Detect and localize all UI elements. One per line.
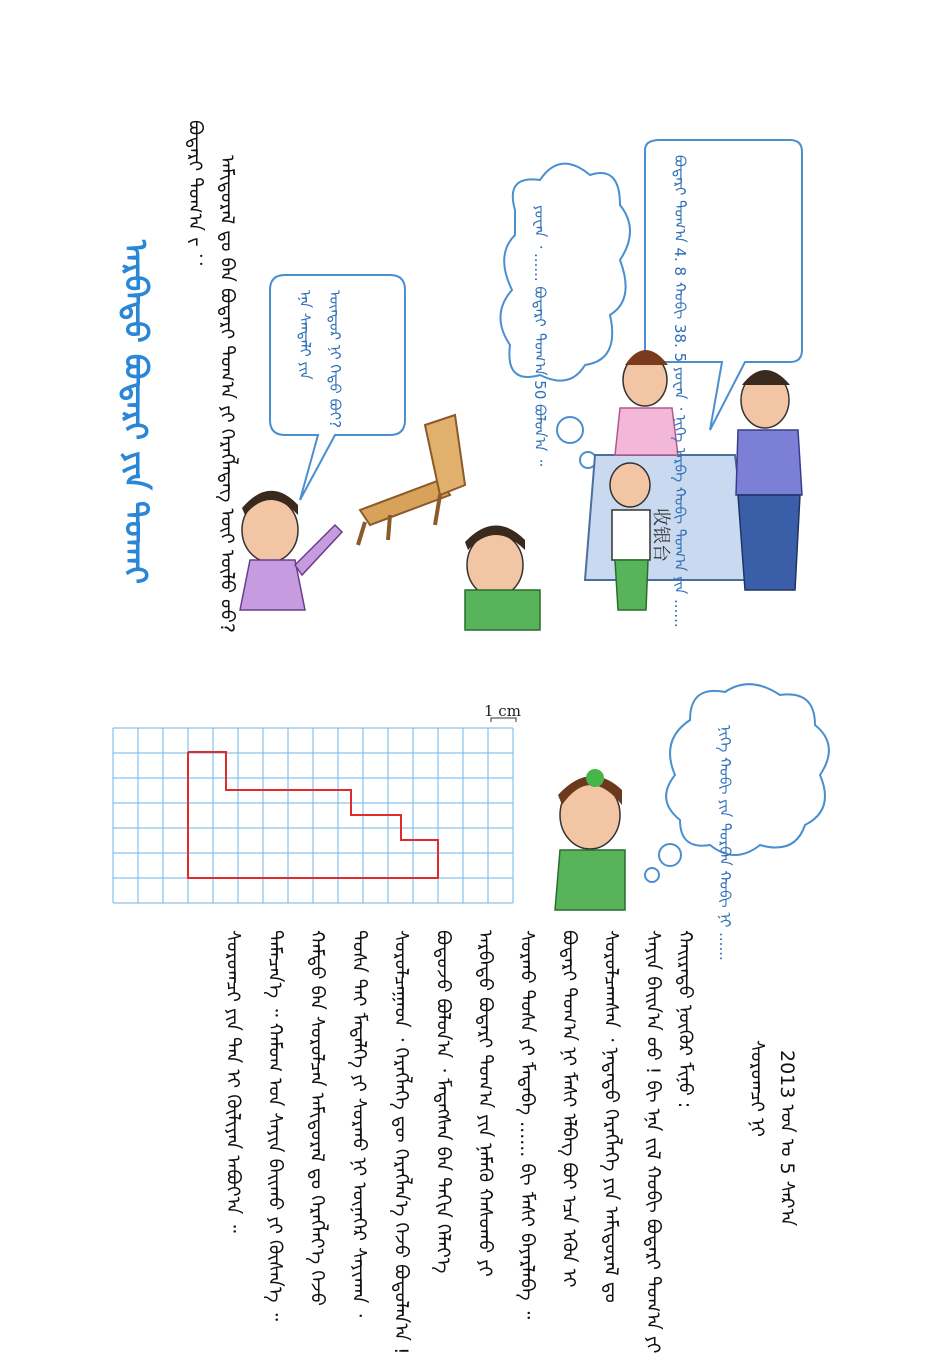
- letter-line: ᠪᠤᠳᠤᠵᠤ ᠪᠤᠯᠤᠨ᠎ᠠ ᠂ ᠮᠡᠳᠡᠭᠰᠡᠨ ᠪᠠᠨ ᠳᠠᠬᠢᠨ ᠬᠡᠯᠡᠶ᠎ᠡ: [432, 930, 454, 1274]
- cashier-bubble-line-2: ᠬᠤᠪᠢ 38. 5 ᠶᠤᠸᠠᠨ ᠂ ᠨᠢᠭᠡ: [671, 282, 689, 443]
- thought-bottom-text: [710, 725, 790, 962]
- girl-bubble-text: [290, 290, 410, 430]
- intro-line-1: ᠠᠮᠢᠳᠤᠷᠠᠯ ᠳᠤ ᠪᠠᠨ ᠪᠤᠳᠠᠷᠢ ᠲᠤᠭ᠎ᠠ ᠶᠢ ᠬᠡᠷᠡᠭᠯᠡᠳᠡᠭ ᠦᠢ ᠦᠯᠦ ᠦᠦ?: [216, 155, 238, 633]
- thought-top-text: [525, 205, 595, 466]
- cashier-bubble-line-1: ᠪᠤᠳᠠᠷᠢ ᠲᠤᠭ᠎ᠠ 4. 8: [671, 155, 689, 277]
- grid-figure: [113, 700, 533, 905]
- child-customer: [610, 463, 650, 610]
- letter-line: ᠰᠤᠷᠬᠤ ᠲᠤᠰᠠ ᠶᠢ ᠮᠡᠳᠡᠪᠡ ...... ᠪᠢ ᠮᠠᠰᠢ ᠪᠠᠶᠠᠷᠯᠠᠪᠠ ᠃: [516, 930, 538, 1320]
- cashier-bubble-text: [665, 155, 785, 629]
- letter-line: ᠬᠠᠮᠲᠤ ᠪᠡᠨ ᠰᠤᠷᠤᠯᠴᠠᠨ ᠠᠮᠢᠳᠤᠷᠠᠯ ᠳᠤ ᠬᠡᠷᠡᠭᠯᠡᠶ᠎ᠡ ᠭᠡᠵᠦ: [306, 930, 328, 1306]
- letter-body: [150, 930, 670, 1355]
- grid-lines: [113, 728, 513, 903]
- letter-signature: ᠰᠤᠷᠤᠭᠴᠢ ᠨᠢ: [746, 1040, 768, 1137]
- letter-salutation: ᠬᠠᠢᠷᠠᠲᠤ ᠨᠥᠬᠦᠷ ᠮᠢᠨᠤ :: [674, 930, 696, 1109]
- svg-text:收银台: 收银台: [650, 508, 671, 562]
- thought-top-line-2: ᠲᠤᠭ᠎ᠠ 50 ᠪᠤᠯᠤᠨ᠎ᠠ ᠃: [531, 332, 549, 466]
- thinking-girl: [555, 769, 625, 910]
- letter-line: ᠰᠤᠷᠤᠭᠴᠢ ᠶᠢᠨ ᠲᠠᠨ ᠢ ᠬᠦᠯᠢᠶᠡᠨ ᠠᠪᠤᠶ᠎ᠠ ᠃: [222, 930, 244, 1233]
- thought-top-line-1: ᠶᠤᠸᠠᠨ ᠂ ...... ᠪᠤᠳᠠᠷᠢ: [531, 205, 549, 327]
- unit-label: 1 cm: [484, 702, 521, 720]
- thought-bottom-line-2: ᠳᠤᠷᠪᠡᠨ ᠬᠤᠪᠢ ᠨᠢ ......: [716, 823, 734, 962]
- letter-date: 2013 ᠣᠨ ᠤ 5 ᠰᠠᠷ᠎ᠠ: [776, 1050, 798, 1227]
- letter-columns: [150, 930, 670, 1355]
- letter-line: ᠰᠤᠷᠤᠯᠴᠠᠭᠰᠠᠨ ᠂ ᠨᠠᠳᠠᠳᠤ ᠬᠡᠷᠡᠭᠯᠡᠭᠡ ᠶᠢᠨ ᠠᠮᠢᠳᠤᠷᠠᠯ ᠳᠤ: [600, 930, 622, 1303]
- letter-line: ᠲᠤᠰᠠ ᠲᠠᠢ ᠮᠡᠳᠡᠯᠭᠡ ᠶᠢ ᠰᠤᠷᠬᠤ ᠨᠢ ᠦᠨᠡᠬᠡᠷ ᠰᠠᠶᠢᠬᠠᠨ ᠂: [348, 930, 370, 1318]
- illustration-thinking-girl: [540, 680, 840, 920]
- letter-line: ᠠᠷᠪᠠᠲᠤ ᠪᠤᠳᠠᠷᠢ ᠲᠤᠭ᠎ᠠ ᠶᠢᠨ ᠨᠡᠮᠡᠬᠦ ᠬᠠᠰᠤᠬᠤ ᠶᠢ: [474, 930, 496, 1277]
- intro-line-2: ᠪᠤᠳᠠᠷᠢ ᠲᠤᠭ᠎ᠠ ᠵ ：: [184, 120, 206, 272]
- thought-bottom-line-1: ᠨᠢᠭᠡ ᠬᠤᠪᠢ ᠶᠢᠨ: [716, 725, 734, 818]
- girl-pointing: [240, 491, 342, 610]
- letter-line: ᠪᠤᠳᠠᠷᠢ ᠲᠤᠭ᠎ᠠ ᠨᠢ ᠮᠠᠰᠢ ᠡᠯᠪᠡᠭ ᠪᠤᠢ ᠡᠴᠡ ᠡᠭᠦᠨ ᠢ: [558, 930, 580, 1288]
- page-title: ᠠᠷᠪᠠᠲᠤ ᠪᠤᠳᠠᠷᠢ ᠶᠢᠨ ᠲᠤᠬᠠᠢ: [117, 240, 155, 585]
- letter-line: ᠰᠤᠷᠤᠯᠴᠠᠭᠠᠳ ᠂ ᠬᠡᠷᠡᠭᠯᠡᠭᠡ ᠳᠦ ᠬᠡᠷᠡᠭᠯᠡᠨ᠎ᠡ ᠭᠡᠵᠦ ᠪᠤᠳᠤᠯᠠᠨ᠎ᠠ !: [390, 930, 412, 1355]
- girl-bubble-line-1: ᠡᠨᠡ ᠰᠠᠨᠳᠠᠯᠢ ᠶᠢᠨ: [296, 290, 314, 380]
- girl-bubble-line-2: ᠦᠨᠳᠦᠷ ᠨᠢ ᠬᠡᠳᠦ ᠪᠤᠢ?: [326, 290, 344, 429]
- letter-line: ᠰᠠᠶᠢᠨ ᠪᠠᠢᠨ᠎ᠠ ᠤᠤ ! ᠪᠢ ᠡᠨᠡ ᠵᠢᠯ ᠬᠤᠪᠢ ᠪᠤᠳᠠᠷᠢ ᠲᠤᠭ᠎ᠠ ᠶᠢ: [642, 930, 664, 1354]
- letter-line: ᠲᠡᠮᠡᠴᠡᠨ᠎ᠡ ᠃ ᠬᠠᠮᠤᠭ ᠤᠨ ᠰᠠᠶᠢᠨ ᠪᠠᠢᠬᠤ ᠶᠢ ᠬᠦᠰᠡᠨ᠎ᠡ ᠃: [264, 930, 286, 1322]
- cashier-bubble-line-3: ᠠᠷᠪᠠ ᠬᠤᠪᠢ ᠲᠤᠭ᠎ᠠ ᠶᠢᠨ ......: [671, 448, 689, 629]
